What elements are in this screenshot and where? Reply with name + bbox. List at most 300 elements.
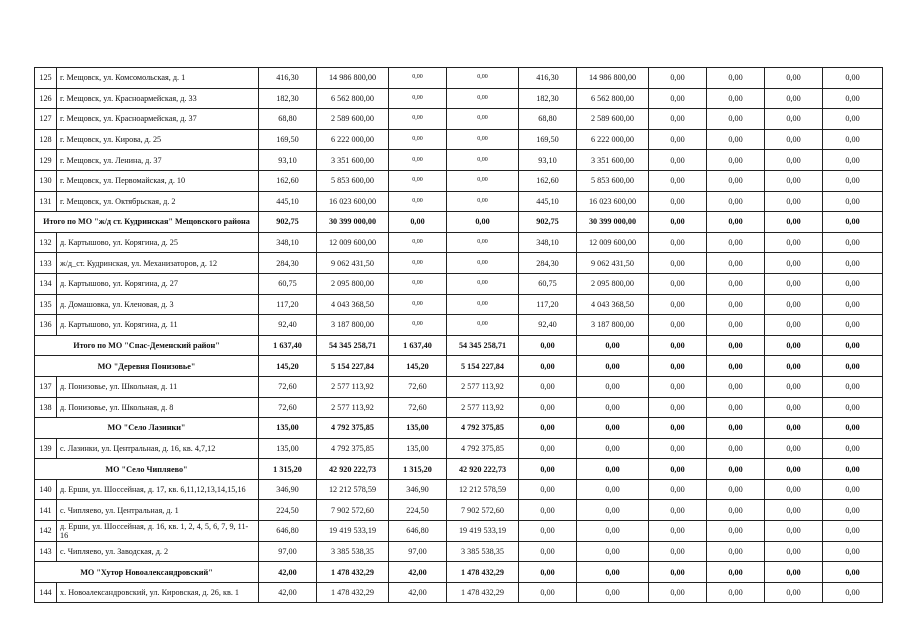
value-cell-7: 0,00: [649, 212, 707, 233]
value-cell-5: 117,20: [519, 294, 577, 315]
value-cell-8: 0,00: [707, 582, 765, 603]
value-cell-4: 5 154 227,84: [447, 356, 519, 377]
table-row: [35, 232, 883, 253]
table-body: [35, 68, 883, 603]
value-cell-1: 145,20: [259, 356, 317, 377]
subtotal-label: Итого по МО "ж/д ст. Кудринская" Мещовского района: [35, 212, 259, 233]
value-cell-10: 0,00: [823, 191, 883, 212]
value-cell-2: 19 419 533,19: [317, 521, 389, 542]
value-cell-8: 0,00: [707, 294, 765, 315]
row-number: 133: [35, 253, 57, 274]
value-cell-5: 162,60: [519, 170, 577, 191]
row-number: 137: [35, 376, 57, 397]
value-cell-5: 0,00: [519, 500, 577, 521]
value-cell-7: 0,00: [649, 562, 707, 583]
value-cell-9: 0,00: [765, 170, 823, 191]
value-cell-7: 0,00: [649, 68, 707, 89]
value-cell-10: 0,00: [823, 335, 883, 356]
value-cell-1: 162,60: [259, 170, 317, 191]
value-cell-10: 0,00: [823, 68, 883, 89]
table-row: [35, 109, 883, 130]
value-cell-1: 1 637,40: [259, 335, 317, 356]
value-cell-2: 7 902 572,60: [317, 500, 389, 521]
value-cell-4: 19 419 533,19: [447, 521, 519, 542]
value-cell-10: 0,00: [823, 109, 883, 130]
subtotal-row: [35, 459, 883, 480]
table-row: [35, 521, 883, 542]
value-cell-2: 9 062 431,50: [317, 253, 389, 274]
row-number: 128: [35, 129, 57, 150]
value-cell-6: 0,00: [577, 335, 649, 356]
value-cell-9: 0,00: [765, 521, 823, 542]
value-cell-3: 0,00: [389, 315, 447, 336]
value-cell-5: 0,00: [519, 582, 577, 603]
value-cell-5: 182,30: [519, 88, 577, 109]
value-cell-2: 6 562 800,00: [317, 88, 389, 109]
value-cell-6: 12 009 600,00: [577, 232, 649, 253]
address-cell: г. Мещовск, ул. Первомайская, д. 10: [57, 170, 259, 191]
value-cell-3: 72,60: [389, 397, 447, 418]
value-cell-1: 902,75: [259, 212, 317, 233]
value-cell-4: 42 920 222,73: [447, 459, 519, 480]
table-row: [35, 294, 883, 315]
value-cell-6: 4 043 368,50: [577, 294, 649, 315]
value-cell-7: 0,00: [649, 541, 707, 562]
row-number: 143: [35, 541, 57, 562]
value-cell-7: 0,00: [649, 582, 707, 603]
value-cell-3: 0,00: [389, 212, 447, 233]
value-cell-4: 54 345 258,71: [447, 335, 519, 356]
value-cell-7: 0,00: [649, 170, 707, 191]
row-number: 132: [35, 232, 57, 253]
value-cell-8: 0,00: [707, 376, 765, 397]
table-row: [35, 129, 883, 150]
value-cell-3: 97,00: [389, 541, 447, 562]
value-cell-6: 2 095 800,00: [577, 273, 649, 294]
value-cell-5: 0,00: [519, 418, 577, 439]
value-cell-9: 0,00: [765, 315, 823, 336]
value-cell-1: 72,60: [259, 376, 317, 397]
value-cell-6: 0,00: [577, 438, 649, 459]
row-number: 134: [35, 273, 57, 294]
value-cell-10: 0,00: [823, 479, 883, 500]
value-cell-8: 0,00: [707, 521, 765, 542]
program-table: [34, 67, 883, 603]
value-cell-6: 0,00: [577, 541, 649, 562]
value-cell-8: 0,00: [707, 356, 765, 377]
value-cell-2: 54 345 258,71: [317, 335, 389, 356]
value-cell-5: 0,00: [519, 541, 577, 562]
value-cell-2: 16 023 600,00: [317, 191, 389, 212]
address-cell: д. Понизовье, ул. Школьная, д. 8: [57, 397, 259, 418]
value-cell-1: 284,30: [259, 253, 317, 274]
value-cell-3: 0,00: [389, 109, 447, 130]
value-cell-8: 0,00: [707, 438, 765, 459]
value-cell-8: 0,00: [707, 500, 765, 521]
value-cell-1: 135,00: [259, 418, 317, 439]
value-cell-4: 0,00: [447, 88, 519, 109]
value-cell-9: 0,00: [765, 376, 823, 397]
address-cell: д. Домашовка, ул. Кленовая, д. 3: [57, 294, 259, 315]
value-cell-6: 14 986 800,00: [577, 68, 649, 89]
row-number: 142: [35, 521, 57, 542]
value-cell-8: 0,00: [707, 191, 765, 212]
value-cell-5: 0,00: [519, 479, 577, 500]
value-cell-2: 14 986 800,00: [317, 68, 389, 89]
value-cell-4: 0,00: [447, 253, 519, 274]
value-cell-7: 0,00: [649, 397, 707, 418]
value-cell-2: 12 212 578,59: [317, 479, 389, 500]
value-cell-6: 0,00: [577, 397, 649, 418]
address-cell: г. Мещовск, ул. Красноармейская, д. 33: [57, 88, 259, 109]
subtotal-row: [35, 562, 883, 583]
value-cell-10: 0,00: [823, 88, 883, 109]
value-cell-2: 5 853 600,00: [317, 170, 389, 191]
value-cell-4: 0,00: [447, 315, 519, 336]
value-cell-4: 0,00: [447, 68, 519, 89]
value-cell-8: 0,00: [707, 170, 765, 191]
value-cell-7: 0,00: [649, 438, 707, 459]
value-cell-6: 0,00: [577, 418, 649, 439]
value-cell-4: 1 478 432,29: [447, 582, 519, 603]
value-cell-7: 0,00: [649, 315, 707, 336]
value-cell-3: 72,60: [389, 376, 447, 397]
value-cell-9: 0,00: [765, 68, 823, 89]
row-number: 127: [35, 109, 57, 130]
address-cell: с. Лазинки, ул. Центральная, д. 16, кв. 4,7,12: [57, 438, 259, 459]
value-cell-9: 0,00: [765, 88, 823, 109]
value-cell-9: 0,00: [765, 191, 823, 212]
value-cell-9: 0,00: [765, 109, 823, 130]
value-cell-7: 0,00: [649, 109, 707, 130]
value-cell-6: 0,00: [577, 459, 649, 480]
address-cell: г. Мещовск, ул. Кирова, д. 25: [57, 129, 259, 150]
value-cell-5: 284,30: [519, 253, 577, 274]
value-cell-1: 346,90: [259, 479, 317, 500]
value-cell-5: 0,00: [519, 397, 577, 418]
value-cell-9: 0,00: [765, 129, 823, 150]
value-cell-10: 0,00: [823, 438, 883, 459]
value-cell-5: 93,10: [519, 150, 577, 171]
value-cell-8: 0,00: [707, 109, 765, 130]
table-row: [35, 438, 883, 459]
value-cell-3: 0,00: [389, 129, 447, 150]
value-cell-7: 0,00: [649, 418, 707, 439]
value-cell-4: 2 577 113,92: [447, 397, 519, 418]
value-cell-5: 68,80: [519, 109, 577, 130]
address-cell: д. Ерши, ул. Шоссейная, д. 16, кв. 1, 2, 4, 5, 6, 7, 9, 11-16: [57, 521, 259, 542]
value-cell-1: 1 315,20: [259, 459, 317, 480]
value-cell-10: 0,00: [823, 129, 883, 150]
value-cell-10: 0,00: [823, 397, 883, 418]
value-cell-1: 42,00: [259, 562, 317, 583]
value-cell-7: 0,00: [649, 129, 707, 150]
value-cell-8: 0,00: [707, 479, 765, 500]
value-cell-5: 0,00: [519, 459, 577, 480]
table-row: [35, 170, 883, 191]
subtotal-label: МО "Село Лазинки": [35, 418, 259, 439]
row-number: 135: [35, 294, 57, 315]
value-cell-3: 1 315,20: [389, 459, 447, 480]
value-cell-10: 0,00: [823, 294, 883, 315]
value-cell-5: 0,00: [519, 562, 577, 583]
value-cell-10: 0,00: [823, 521, 883, 542]
table-row: [35, 253, 883, 274]
subtotal-label: Итого по МО "Спас-Деменский район": [35, 335, 259, 356]
address-cell: д. Картышово, ул. Корягина, д. 27: [57, 273, 259, 294]
value-cell-2: 6 222 000,00: [317, 129, 389, 150]
value-cell-3: 135,00: [389, 418, 447, 439]
table-row: [35, 150, 883, 171]
table-row: [35, 500, 883, 521]
value-cell-9: 0,00: [765, 294, 823, 315]
value-cell-7: 0,00: [649, 253, 707, 274]
value-cell-10: 0,00: [823, 459, 883, 480]
value-cell-4: 3 385 538,35: [447, 541, 519, 562]
value-cell-6: 6 222 000,00: [577, 129, 649, 150]
value-cell-9: 0,00: [765, 479, 823, 500]
value-cell-1: 92,40: [259, 315, 317, 336]
value-cell-5: 0,00: [519, 356, 577, 377]
row-number: 141: [35, 500, 57, 521]
value-cell-7: 0,00: [649, 356, 707, 377]
value-cell-1: 169,50: [259, 129, 317, 150]
value-cell-10: 0,00: [823, 376, 883, 397]
value-cell-3: 0,00: [389, 170, 447, 191]
value-cell-4: 7 902 572,60: [447, 500, 519, 521]
value-cell-4: 4 792 375,85: [447, 418, 519, 439]
value-cell-3: 0,00: [389, 191, 447, 212]
value-cell-2: 4 792 375,85: [317, 438, 389, 459]
value-cell-4: 0,00: [447, 212, 519, 233]
subtotal-row: [35, 212, 883, 233]
value-cell-1: 97,00: [259, 541, 317, 562]
value-cell-8: 0,00: [707, 129, 765, 150]
value-cell-6: 6 562 800,00: [577, 88, 649, 109]
value-cell-5: 92,40: [519, 315, 577, 336]
value-cell-6: 5 853 600,00: [577, 170, 649, 191]
value-cell-2: 2 095 800,00: [317, 273, 389, 294]
value-cell-7: 0,00: [649, 335, 707, 356]
value-cell-2: 2 577 113,92: [317, 376, 389, 397]
value-cell-6: 30 399 000,00: [577, 212, 649, 233]
value-cell-2: 1 478 432,29: [317, 562, 389, 583]
row-number: 129: [35, 150, 57, 171]
row-number: 131: [35, 191, 57, 212]
value-cell-2: 3 187 800,00: [317, 315, 389, 336]
value-cell-7: 0,00: [649, 150, 707, 171]
value-cell-9: 0,00: [765, 232, 823, 253]
value-cell-1: 93,10: [259, 150, 317, 171]
value-cell-8: 0,00: [707, 418, 765, 439]
address-cell: с. Чипляево, ул. Заводская, д. 2: [57, 541, 259, 562]
value-cell-7: 0,00: [649, 88, 707, 109]
address-cell: г. Мещовск, ул. Ленина, д. 37: [57, 150, 259, 171]
value-cell-4: 0,00: [447, 170, 519, 191]
value-cell-3: 0,00: [389, 150, 447, 171]
value-cell-3: 135,00: [389, 438, 447, 459]
table-row: [35, 191, 883, 212]
address-cell: ж/д_ст. Кудринская, ул. Механизаторов, д. 12: [57, 253, 259, 274]
value-cell-1: 348,10: [259, 232, 317, 253]
value-cell-3: 42,00: [389, 562, 447, 583]
value-cell-9: 0,00: [765, 335, 823, 356]
value-cell-9: 0,00: [765, 356, 823, 377]
value-cell-6: 3 351 600,00: [577, 150, 649, 171]
value-cell-8: 0,00: [707, 273, 765, 294]
value-cell-10: 0,00: [823, 212, 883, 233]
address-cell: х. Новоалександровский, ул. Кировская, д. 26, кв. 1: [57, 582, 259, 603]
value-cell-3: 224,50: [389, 500, 447, 521]
value-cell-4: 0,00: [447, 294, 519, 315]
value-cell-5: 416,30: [519, 68, 577, 89]
value-cell-10: 0,00: [823, 541, 883, 562]
value-cell-8: 0,00: [707, 397, 765, 418]
value-cell-6: 0,00: [577, 562, 649, 583]
row-number: 125: [35, 68, 57, 89]
value-cell-3: 1 637,40: [389, 335, 447, 356]
value-cell-5: 0,00: [519, 438, 577, 459]
value-cell-8: 0,00: [707, 212, 765, 233]
value-cell-2: 4 792 375,85: [317, 418, 389, 439]
address-cell: д. Картышово, ул. Корягина, д. 25: [57, 232, 259, 253]
value-cell-4: 2 577 113,92: [447, 376, 519, 397]
value-cell-4: 0,00: [447, 273, 519, 294]
value-cell-5: 902,75: [519, 212, 577, 233]
value-cell-1: 60,75: [259, 273, 317, 294]
subtotal-row: [35, 335, 883, 356]
value-cell-10: 0,00: [823, 500, 883, 521]
table-row: [35, 315, 883, 336]
value-cell-9: 0,00: [765, 459, 823, 480]
value-cell-5: 348,10: [519, 232, 577, 253]
value-cell-5: 0,00: [519, 335, 577, 356]
value-cell-3: 0,00: [389, 253, 447, 274]
table-row: [35, 88, 883, 109]
value-cell-8: 0,00: [707, 253, 765, 274]
value-cell-1: 117,20: [259, 294, 317, 315]
row-number: 130: [35, 170, 57, 191]
value-cell-5: 0,00: [519, 521, 577, 542]
subtotal-label: МО "Хутор Новоалександровский": [35, 562, 259, 583]
value-cell-4: 0,00: [447, 191, 519, 212]
value-cell-6: 3 187 800,00: [577, 315, 649, 336]
value-cell-4: 0,00: [447, 109, 519, 130]
address-cell: г. Мещовск, ул. Красноармейская, д. 37: [57, 109, 259, 130]
address-cell: г. Мещовск, ул. Комсомольская, д. 1: [57, 68, 259, 89]
value-cell-2: 12 009 600,00: [317, 232, 389, 253]
address-cell: д. Понизовье, ул. Школьная, д. 11: [57, 376, 259, 397]
value-cell-1: 416,30: [259, 68, 317, 89]
value-cell-3: 145,20: [389, 356, 447, 377]
value-cell-6: 0,00: [577, 521, 649, 542]
value-cell-8: 0,00: [707, 315, 765, 336]
value-cell-3: 0,00: [389, 232, 447, 253]
value-cell-8: 0,00: [707, 335, 765, 356]
value-cell-9: 0,00: [765, 273, 823, 294]
table-row: [35, 68, 883, 89]
value-cell-8: 0,00: [707, 562, 765, 583]
value-cell-4: 4 792 375,85: [447, 438, 519, 459]
value-cell-9: 0,00: [765, 541, 823, 562]
value-cell-8: 0,00: [707, 68, 765, 89]
value-cell-2: 1 478 432,29: [317, 582, 389, 603]
subtotal-row: [35, 356, 883, 377]
value-cell-3: 0,00: [389, 294, 447, 315]
value-cell-1: 182,30: [259, 88, 317, 109]
value-cell-7: 0,00: [649, 273, 707, 294]
address-cell: с. Чипляево, ул. Центральная, д. 1: [57, 500, 259, 521]
value-cell-1: 42,00: [259, 582, 317, 603]
value-cell-9: 0,00: [765, 582, 823, 603]
value-cell-7: 0,00: [649, 459, 707, 480]
value-cell-9: 0,00: [765, 253, 823, 274]
value-cell-2: 4 043 368,50: [317, 294, 389, 315]
value-cell-10: 0,00: [823, 582, 883, 603]
value-cell-6: 0,00: [577, 479, 649, 500]
value-cell-7: 0,00: [649, 191, 707, 212]
address-cell: д. Картышово, ул. Корягина, д. 11: [57, 315, 259, 336]
value-cell-7: 0,00: [649, 376, 707, 397]
value-cell-4: 12 212 578,59: [447, 479, 519, 500]
subtotal-label: МО "Село Чипляево": [35, 459, 259, 480]
table-row: [35, 582, 883, 603]
row-number: 144: [35, 582, 57, 603]
value-cell-2: 2 577 113,92: [317, 397, 389, 418]
value-cell-5: 445,10: [519, 191, 577, 212]
value-cell-5: 60,75: [519, 273, 577, 294]
value-cell-2: 3 385 538,35: [317, 541, 389, 562]
value-cell-6: 16 023 600,00: [577, 191, 649, 212]
subtotal-row: [35, 418, 883, 439]
value-cell-9: 0,00: [765, 212, 823, 233]
value-cell-2: 3 351 600,00: [317, 150, 389, 171]
address-cell: д. Ерши, ул. Шоссейная, д. 17, кв. 6,11,12,13,14,15,16: [57, 479, 259, 500]
value-cell-1: 135,00: [259, 438, 317, 459]
table-row: [35, 273, 883, 294]
row-number: 138: [35, 397, 57, 418]
value-cell-7: 0,00: [649, 232, 707, 253]
value-cell-9: 0,00: [765, 562, 823, 583]
row-number: 126: [35, 88, 57, 109]
value-cell-6: 0,00: [577, 376, 649, 397]
value-cell-3: 42,00: [389, 582, 447, 603]
value-cell-10: 0,00: [823, 170, 883, 191]
value-cell-1: 68,80: [259, 109, 317, 130]
value-cell-3: 646,80: [389, 521, 447, 542]
value-cell-1: 445,10: [259, 191, 317, 212]
value-cell-10: 0,00: [823, 562, 883, 583]
value-cell-6: 0,00: [577, 356, 649, 377]
value-cell-10: 0,00: [823, 273, 883, 294]
value-cell-5: 0,00: [519, 376, 577, 397]
value-cell-10: 0,00: [823, 356, 883, 377]
address-cell: г. Мещовск, ул. Октябрьская, д. 2: [57, 191, 259, 212]
value-cell-5: 169,50: [519, 129, 577, 150]
value-cell-6: 2 589 600,00: [577, 109, 649, 130]
value-cell-10: 0,00: [823, 253, 883, 274]
value-cell-2: 5 154 227,84: [317, 356, 389, 377]
row-number: 139: [35, 438, 57, 459]
value-cell-10: 0,00: [823, 315, 883, 336]
table-row: [35, 376, 883, 397]
value-cell-7: 0,00: [649, 479, 707, 500]
subtotal-label: МО "Деревня Понизовье": [35, 356, 259, 377]
value-cell-8: 0,00: [707, 150, 765, 171]
value-cell-7: 0,00: [649, 294, 707, 315]
value-cell-6: 9 062 431,50: [577, 253, 649, 274]
value-cell-3: 0,00: [389, 273, 447, 294]
